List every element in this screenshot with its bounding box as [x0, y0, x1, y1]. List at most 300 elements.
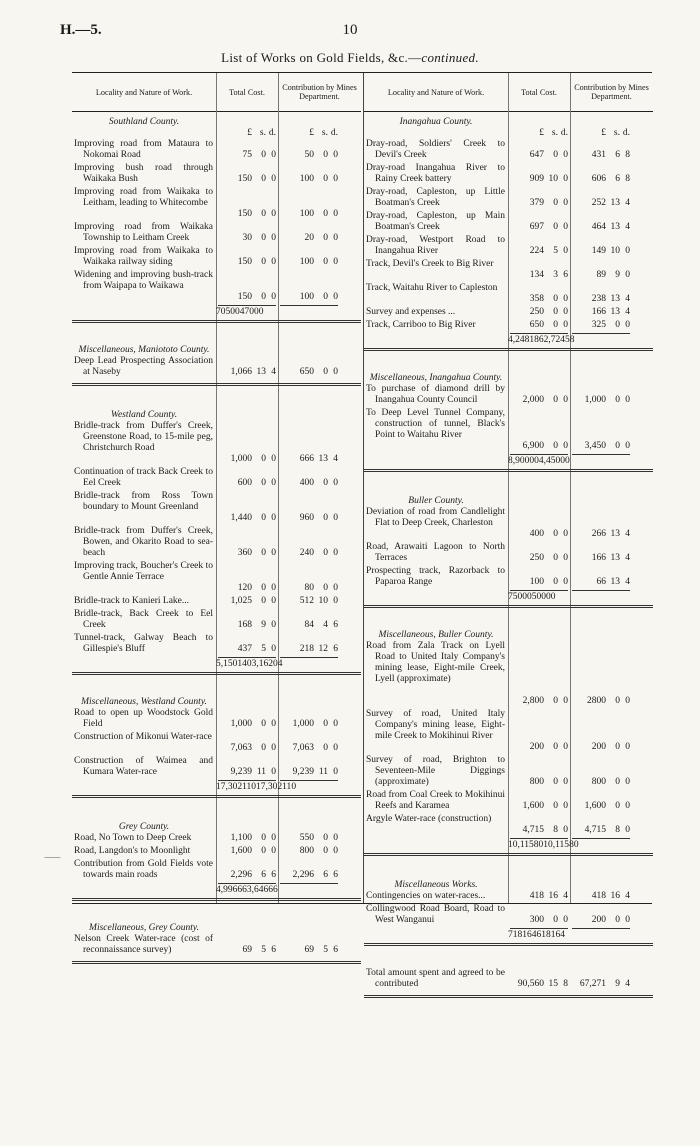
work-row: [72, 846, 361, 857]
contribution-shillings: 0: [323, 583, 328, 593]
total-cost-pounds: 1,440: [230, 513, 252, 523]
work-description: [72, 526, 216, 559]
work-amounts: [508, 904, 632, 926]
work-amounts: [508, 307, 632, 318]
contribution-shillings: 0: [323, 743, 328, 753]
units-cells: [508, 128, 632, 139]
contribution-shillings: 0: [615, 742, 620, 752]
section-gap: [72, 903, 361, 923]
section-gap: [72, 325, 361, 345]
units-spacer: [364, 128, 508, 139]
subtotal-cost-shillings: 0: [529, 456, 535, 466]
total-cost-pence: 0: [271, 513, 276, 523]
subtotal-rule: [510, 333, 568, 334]
total-cost-pence: 0: [563, 441, 568, 451]
contribution-shillings: 0: [615, 801, 620, 811]
total-cost-pence: 0: [271, 150, 276, 160]
work-amounts: [508, 566, 632, 588]
work-description: [72, 491, 216, 524]
county-heading: Inangahua County.: [399, 117, 473, 127]
work-row: [72, 222, 361, 244]
work-amounts: [508, 283, 632, 305]
subtotal-amounts: [508, 592, 632, 603]
subtotal-contribution-pence: 4: [560, 930, 565, 940]
work-row: [364, 307, 653, 318]
total-cost-shillings: 0: [553, 529, 558, 539]
total-cost-pounds: 69: [242, 945, 252, 955]
contribution-pence: 0: [625, 395, 630, 405]
subtotal-rule: [510, 590, 568, 591]
total-cost-pence: 0: [563, 246, 568, 256]
contribution-pounds: 89: [596, 270, 606, 280]
locality-header: Locality and Nature of Work.: [95, 87, 193, 97]
total-cost-shillings: 0: [553, 915, 558, 925]
work-amounts: [508, 507, 632, 540]
total-cost-pounds: 7,063: [230, 743, 252, 753]
unit-label: s.: [551, 128, 558, 138]
contribution-shillings: 6: [615, 174, 620, 184]
subtotal-cost-pence: 0: [251, 782, 257, 792]
contribution-header: Contribution by Mines Department.: [282, 83, 357, 101]
work-row: [364, 283, 653, 305]
total-cost-shillings: 5: [553, 246, 558, 256]
units-spacer: [72, 128, 216, 139]
total-cost-pence: 0: [563, 529, 568, 539]
contribution-shillings: 0: [323, 719, 328, 729]
work-description-text: Bridle-track from Duffer's Creek, Bowen, and Okarito Road to sea-beach: [74, 526, 213, 558]
total-cost-pounds: 6,900: [522, 441, 544, 451]
subtotal-contribution-pence: 0: [258, 307, 264, 317]
unit-label: d.: [330, 128, 338, 138]
contribution-pounds: 400: [299, 478, 314, 488]
subtotal-amounts: [508, 456, 632, 467]
subtotal-row: [364, 454, 653, 474]
contribution-pounds: 252: [591, 198, 606, 208]
total-cost-pounds: 150: [237, 174, 252, 184]
total-cost-shillings: 15: [548, 979, 558, 989]
subtotal-amounts: [508, 930, 632, 941]
contribution-pence: 0: [333, 513, 338, 523]
contribution-shillings: 9: [615, 979, 620, 989]
work-amounts: [508, 163, 632, 185]
total-cost-shillings: 10: [548, 174, 558, 184]
work-description: [72, 732, 216, 754]
work-row: [72, 163, 361, 185]
work-row: [72, 270, 361, 303]
contribution-shillings: 13: [610, 307, 620, 317]
contribution-pence: 0: [333, 292, 338, 302]
work-row: [72, 596, 361, 607]
work-description-text: To Deep Level Tunnel Company, construction of tunnel, Black's Point to Waitahu River: [366, 408, 505, 440]
total-cost-pounds: 1,600: [522, 801, 544, 811]
contribution-pounds: 50: [304, 150, 314, 160]
total-cost-pounds: 437: [237, 644, 252, 654]
total-cost-header: Total Cost.: [521, 87, 557, 97]
work-description-text: Dray-road, Westport Road to Inangahua River: [366, 235, 505, 256]
subtotal-contribution-pence: 6: [273, 885, 278, 895]
work-description: [72, 859, 216, 881]
total-cost-pounds: 30: [242, 233, 252, 243]
work-description-text: Survey and expenses ...: [366, 307, 456, 317]
contribution-pounds: 431: [591, 150, 606, 160]
subtotal-contribution-shillings: 0: [254, 307, 259, 317]
work-description: [364, 790, 508, 812]
total-cost-pence: 6: [271, 945, 276, 955]
subtotal-cost-pence: 4: [531, 930, 537, 940]
subtotal-contribution-pence: 0: [565, 456, 570, 466]
subtotal-cost-shillings: 8: [533, 840, 539, 850]
subtotal-rule: [218, 780, 276, 781]
contribution-pence: 0: [625, 246, 630, 256]
subtotal-amounts: [508, 335, 632, 346]
double-rule: [72, 672, 361, 675]
contribution-pence: 0: [333, 719, 338, 729]
total-cost-pounds: 150: [237, 257, 252, 267]
contribution-pence: 4: [625, 553, 630, 563]
work-description: [72, 756, 216, 778]
subtotal-cost-pence: 6: [538, 335, 544, 345]
work-amounts: [216, 491, 340, 524]
total-cost-shillings: 0: [261, 583, 266, 593]
contribution-pence: 4: [625, 307, 630, 317]
subtotal-contribution-pounds: 17,302: [256, 782, 283, 792]
work-description: [364, 755, 508, 788]
contribution-pence: 0: [625, 915, 630, 925]
total-cost-shillings: 0: [261, 478, 266, 488]
contribution-pounds: 800: [591, 777, 606, 787]
total-cost-pounds: 1,600: [230, 846, 252, 856]
work-description-text: Track, Carriboo to Big River: [366, 320, 476, 330]
total-cost-shillings: 5: [261, 644, 266, 654]
work-description-text: Continuation of track Back Creek to Eel Creek: [74, 467, 213, 488]
work-row: [72, 421, 361, 465]
total-cost-pounds: 200: [529, 742, 544, 752]
work-description: [72, 934, 216, 956]
work-description: [364, 891, 508, 902]
total-cost-pounds: 150: [237, 292, 252, 302]
work-description: [364, 307, 508, 318]
work-amounts: [216, 859, 340, 881]
subtotal-rule: [280, 657, 338, 658]
subtotal-rule: [510, 838, 568, 839]
work-amounts: [508, 211, 632, 233]
total-cost-pence: 0: [563, 307, 568, 317]
total-cost-pounds: 800: [529, 777, 544, 787]
total-cost-pounds: 100: [529, 577, 544, 587]
work-row: [72, 633, 361, 655]
total-cost-pence: 0: [563, 174, 568, 184]
work-amounts: [216, 833, 340, 844]
contribution-shillings: 0: [615, 395, 620, 405]
total-cost-pence: 0: [563, 150, 568, 160]
contribution-shillings: 10: [318, 596, 328, 606]
total-cost-pence: 0: [563, 198, 568, 208]
total-cost-shillings: 11: [256, 767, 266, 777]
contribution-pounds: 512: [299, 596, 314, 606]
work-row: [72, 491, 361, 524]
work-amounts: [216, 270, 340, 303]
total-cost-pounds: 1,100: [230, 833, 252, 843]
total-cost-shillings: 6: [261, 870, 266, 880]
contribution-pence: 0: [333, 548, 338, 558]
work-description: [72, 467, 216, 489]
work-description-text: Dray-road, Capleston, up Main Boatman's Creek: [366, 211, 505, 232]
total-cost-shillings: 0: [261, 513, 266, 523]
work-row: [364, 235, 653, 257]
work-description: [72, 421, 216, 465]
total-cost-pounds: 134: [529, 270, 544, 280]
subtotal-rule: [280, 305, 338, 306]
work-row: [72, 467, 361, 489]
subtotal-rule: [280, 883, 338, 884]
total-cost-shillings: 0: [261, 833, 266, 843]
total-cost-pence: 0: [271, 454, 276, 464]
work-description-text: Road, Arawaiti Lagoon to North Terraces: [366, 542, 505, 563]
work-description-text: Dray-road, Soldiers' Creek to Devil's Creek: [366, 139, 505, 160]
work-description-text: Road, No Town to Deep Creek: [74, 833, 192, 843]
subtotal-contribution-shillings: 0: [560, 456, 565, 466]
total-cost-shillings: 0: [553, 320, 558, 330]
work-row: [72, 934, 361, 956]
total-cost-pounds: 600: [237, 478, 252, 488]
work-amounts: [216, 356, 340, 378]
county-heading: Miscellaneous Works.: [394, 880, 478, 890]
contribution-pence: 0: [333, 767, 338, 777]
contribution-shillings: 0: [323, 513, 328, 523]
subtotal-contribution-pence: 0: [291, 782, 297, 792]
total-cost-shillings: 0: [553, 150, 558, 160]
contribution-pence: 4: [625, 529, 630, 539]
total-cost-pounds: 75: [242, 150, 252, 160]
page-code: H.—5.: [60, 22, 102, 38]
section-gap: [364, 353, 653, 373]
subtotal-rule: [572, 590, 630, 591]
subtotal-cost-pence: 0: [235, 307, 240, 317]
contribution-pence: 0: [333, 743, 338, 753]
work-description-text: Bridle-track, Back Creek to Eel Creek: [74, 609, 213, 630]
subtotal-contribution-shillings: 0: [546, 592, 551, 602]
total-cost-pence: 6: [563, 270, 568, 280]
contribution-shillings: 4: [323, 620, 328, 630]
work-description: [72, 356, 216, 378]
work-description: [364, 259, 508, 281]
right-column: [363, 73, 653, 989]
work-row: [72, 561, 361, 594]
work-description-text: Dray-road, Capleston, up Little Boatman's Creek: [366, 187, 505, 208]
closing-rule-row: [364, 992, 653, 1000]
subtotal-row: [364, 928, 653, 948]
work-row: [364, 507, 653, 540]
contribution-pence: 4: [625, 891, 630, 901]
contribution-pence: 4: [625, 979, 630, 989]
subtotal-contribution-shillings: 8: [569, 840, 574, 850]
contribution-pounds: 2,296: [292, 870, 314, 880]
total-cost-pence: 6: [271, 870, 276, 880]
subtotal-contribution-shillings: 0: [273, 659, 278, 669]
double-rule: [364, 995, 653, 998]
double-rule: [72, 320, 361, 323]
work-description: [72, 270, 216, 303]
contribution-pounds: 3,450: [584, 441, 606, 451]
total-cost-pence: 0: [271, 596, 276, 606]
county-heading: Buller County.: [408, 496, 464, 506]
subtotal-cost-pounds: 5,150: [216, 659, 238, 669]
unit-label: s.: [259, 128, 266, 138]
work-description-text: Collingwood Road Board, Road to West Wanganui: [366, 904, 505, 925]
subtotal-cost-pounds: 718: [508, 930, 523, 940]
work-description-text: Total amount spent and agreed to be contributed: [366, 968, 505, 989]
total-cost-pence: 0: [271, 620, 276, 630]
subtotal-rule: [510, 928, 568, 929]
work-amounts: [216, 609, 340, 631]
double-rule: [364, 469, 653, 472]
total-cost-pounds: 150: [237, 209, 252, 219]
contribution-shillings: 0: [323, 833, 328, 843]
subtotal-rule: [572, 928, 630, 929]
total-cost-shillings: 8: [553, 825, 558, 835]
work-description: [364, 814, 508, 836]
work-description: [72, 561, 216, 594]
double-rule: [72, 383, 361, 386]
work-description-text: Survey of road, United Italy Company's mining lease, Eight-mile Creek to Mokihinui River: [366, 709, 505, 741]
total-cost-shillings: 0: [261, 209, 266, 219]
subtotal-cost-pence: 0: [246, 659, 252, 669]
total-cost-pence: 0: [271, 174, 276, 184]
work-amounts: [508, 384, 632, 406]
contribution-shillings: 13: [318, 454, 328, 464]
subtotal-cost-shillings: 18: [529, 335, 539, 345]
contribution-shillings: 0: [323, 548, 328, 558]
subtotal-contribution-shillings: 5: [565, 335, 570, 345]
work-amounts: [216, 561, 340, 594]
subtotal-cost-pounds: 750: [508, 592, 523, 602]
subtotal-cost-shillings: 0: [230, 307, 235, 317]
contribution-pence: 4: [625, 198, 630, 208]
contribution-shillings: 0: [615, 696, 620, 706]
subtotal-cost-pounds: 4,996: [216, 885, 238, 895]
contribution-pounds: 550: [299, 833, 314, 843]
contribution-pence: 0: [333, 478, 338, 488]
work-description: [72, 609, 216, 631]
subtotal-amounts: [508, 840, 632, 851]
contribution-pounds: 7,063: [292, 743, 314, 753]
contribution-pence: 8: [625, 174, 630, 184]
subtotal-contribution-pounds: 3,162: [251, 659, 273, 669]
contribution-pounds: 800: [299, 846, 314, 856]
work-description: [364, 384, 508, 406]
total-cost-pounds: 1,000: [230, 454, 252, 464]
total-cost-shillings: 0: [261, 292, 266, 302]
work-amounts: [216, 467, 340, 489]
subtotal-rule: [218, 305, 276, 306]
total-cost-pence: 0: [563, 395, 568, 405]
work-row: [364, 904, 653, 926]
subtotal-contribution-pounds: 618: [536, 930, 551, 940]
contribution-shillings: 13: [610, 529, 620, 539]
total-cost-shillings: 0: [553, 777, 558, 787]
work-description-text: Nelson Creek Water-race (cost of reconnaissance survey): [74, 934, 213, 955]
total-cost-pence: 0: [271, 743, 276, 753]
total-cost-shillings: 16: [548, 891, 558, 901]
total-cost-pence: 0: [563, 553, 568, 563]
total-cost-pence: 4: [563, 891, 568, 901]
total-cost-pounds: 250: [529, 307, 544, 317]
work-amounts: [508, 755, 632, 788]
unit-label: £: [247, 128, 252, 138]
section-gap: [364, 858, 653, 880]
total-cost-pounds: 647: [529, 150, 544, 160]
work-description-text: Tunnel-track, Galway Beach to Gillespie's Bluff: [74, 633, 213, 654]
work-amounts: [216, 596, 340, 607]
total-cost-pence: 0: [563, 320, 568, 330]
subtotal-rule: [572, 838, 630, 839]
work-row: [364, 814, 653, 836]
section-gap: [364, 610, 653, 630]
total-cost-pounds: 2,800: [522, 696, 544, 706]
contribution-pounds: 200: [591, 742, 606, 752]
units-cells: [216, 128, 340, 139]
section-gap: [72, 388, 361, 410]
work-row: [72, 139, 361, 161]
work-description: [364, 408, 508, 452]
subtotal-row: [72, 305, 361, 325]
work-amounts: [508, 790, 632, 812]
contribution-shillings: 0: [323, 257, 328, 267]
total-cost-shillings: 0: [553, 742, 558, 752]
work-amounts: [216, 633, 340, 655]
subtotal-contribution-shillings: 11: [282, 782, 292, 792]
work-description-text: Improving road from Waikaka to Leitham, leading to Whitecombe: [74, 187, 213, 208]
total-cost-pounds: 909: [529, 174, 544, 184]
double-rule: [364, 943, 653, 946]
total-cost-pence: 4: [271, 367, 276, 377]
work-description: [364, 709, 508, 753]
work-row: [72, 756, 361, 778]
closing-rule-row: [72, 380, 361, 388]
work-description-text: Track, Devil's Creek to Big River: [366, 259, 494, 269]
contribution-shillings: 13: [610, 294, 620, 304]
contribution-pounds: 4,715: [584, 825, 606, 835]
work-description-text: Improving road from Mataura to Nokomai Road: [74, 139, 213, 160]
contribution-pounds: 266: [591, 529, 606, 539]
total-cost-shillings: 0: [261, 596, 266, 606]
work-description: [72, 187, 216, 220]
county-heading: Grey County.: [118, 822, 170, 832]
work-description: [72, 708, 216, 730]
contribution-pence: 0: [333, 233, 338, 243]
work-description-text: Contribution from Gold Fields vote towards main roads: [74, 859, 213, 880]
work-amounts: [508, 235, 632, 257]
work-amounts: [508, 641, 632, 707]
double-rule: [364, 853, 653, 856]
total-cost-pounds: 418: [529, 891, 544, 901]
work-amounts: [216, 756, 340, 778]
title-suffix: continued.: [421, 50, 479, 65]
subtotal-row: [72, 780, 361, 800]
work-description: [72, 596, 216, 607]
contribution-pounds: 1,600: [584, 801, 606, 811]
contribution-pence: 0: [333, 257, 338, 267]
locality-header: Locality and Nature of Work.: [387, 87, 485, 97]
contribution-shillings: 8: [615, 825, 620, 835]
work-description-text: Road from Zala Track on Lyell Road to United Italy Company's mining lease, Eight-mile Creek, Lyell (approximate): [366, 641, 505, 684]
contribution-pence: 6: [333, 945, 338, 955]
work-description: [72, 246, 216, 268]
total-cost-pounds: 379: [529, 198, 544, 208]
total-cost-shillings: 0: [261, 743, 266, 753]
subtotal-rule: [280, 780, 338, 781]
work-amounts: [216, 526, 340, 559]
